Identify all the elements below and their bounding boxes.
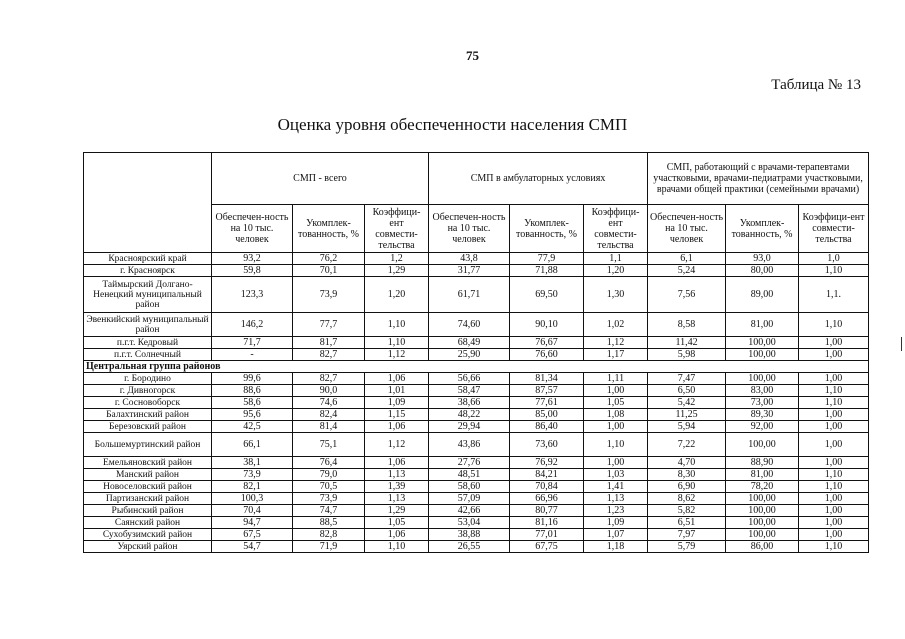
- row-name: Уярский район: [84, 541, 212, 553]
- value-cell: 93,0: [726, 253, 799, 265]
- value-cell: 67,75: [510, 541, 584, 553]
- value-cell: 1,12: [584, 337, 648, 349]
- value-cell: 1,20: [584, 265, 648, 277]
- value-cell: 100,00: [726, 373, 799, 385]
- table-row: [84, 505, 869, 517]
- value-cell: 31,77: [429, 265, 510, 277]
- row-name: Балахтинский район: [84, 409, 212, 421]
- value-cell: 88,90: [726, 457, 799, 469]
- value-cell: 4,70: [648, 457, 726, 469]
- table-title: Оценка уровня обеспеченности населения СМП: [277, 115, 628, 134]
- row-name: Рыбинский район: [84, 505, 212, 517]
- value-cell: 95,6: [212, 409, 293, 421]
- value-cell: 1,01: [365, 385, 429, 397]
- value-cell: 100,00: [726, 517, 799, 529]
- value-cell: 88,5: [293, 517, 365, 529]
- value-cell: 81,00: [726, 469, 799, 481]
- subheader-cell: Укомплек-тованность, %: [293, 205, 365, 253]
- row-name: Большемуртинский район: [84, 433, 212, 457]
- value-cell: 73,00: [726, 397, 799, 409]
- value-cell: 5,42: [648, 397, 726, 409]
- value-cell: 89,30: [726, 409, 799, 421]
- subheader-cell: Обеспечен-ность на 10 тыс. человек: [648, 205, 726, 253]
- value-cell: 38,1: [212, 457, 293, 469]
- value-cell: 73,9: [212, 469, 293, 481]
- value-cell: 1,20: [365, 277, 429, 313]
- value-cell: 78,20: [726, 481, 799, 493]
- value-cell: 1,10: [365, 541, 429, 553]
- value-cell: 1,0: [799, 253, 869, 265]
- value-cell: 79,0: [293, 469, 365, 481]
- value-cell: 1,00: [799, 337, 869, 349]
- value-cell: 58,47: [429, 385, 510, 397]
- value-cell: 6,90: [648, 481, 726, 493]
- value-cell: 1,02: [584, 313, 648, 337]
- value-cell: 7,97: [648, 529, 726, 541]
- value-cell: 73,9: [293, 493, 365, 505]
- value-cell: 11,25: [648, 409, 726, 421]
- value-cell: 1,05: [584, 397, 648, 409]
- value-cell: 81,16: [510, 517, 584, 529]
- value-cell: 6,50: [648, 385, 726, 397]
- table-row: [84, 253, 869, 265]
- value-cell: 1,10: [799, 265, 869, 277]
- value-cell: 1,10: [365, 337, 429, 349]
- value-cell: 100,00: [726, 529, 799, 541]
- table-row: [84, 277, 869, 313]
- value-cell: 1,00: [584, 457, 648, 469]
- value-cell: 1,2: [365, 253, 429, 265]
- subheader-cell: Укомплек-тованность, %: [510, 205, 584, 253]
- value-cell: 67,5: [212, 529, 293, 541]
- value-cell: 90,10: [510, 313, 584, 337]
- value-cell: 8,58: [648, 313, 726, 337]
- table-row: [84, 265, 869, 277]
- value-cell: 1,12: [365, 349, 429, 361]
- value-cell: 6,1: [648, 253, 726, 265]
- value-cell: 1,00: [799, 421, 869, 433]
- subheader-cell: Обеспечен-ность на 10 тыс. человек: [429, 205, 510, 253]
- value-cell: 7,56: [648, 277, 726, 313]
- subheader-cell: Обеспечен-ность на 10 тыс. человек: [212, 205, 293, 253]
- group-header-total: СМП - всего: [212, 153, 429, 205]
- table-row: [84, 469, 869, 481]
- row-name: Красноярский край: [84, 253, 212, 265]
- value-cell: 76,2: [293, 253, 365, 265]
- value-cell: 82,8: [293, 529, 365, 541]
- value-cell: 1,06: [365, 457, 429, 469]
- value-cell: 1,00: [799, 409, 869, 421]
- value-cell: 59,8: [212, 265, 293, 277]
- value-cell: 100,3: [212, 493, 293, 505]
- value-cell: 70,84: [510, 481, 584, 493]
- table-row: [84, 493, 869, 505]
- table-row: [84, 349, 869, 361]
- value-cell: 1,12: [365, 433, 429, 457]
- value-cell: 1,06: [365, 529, 429, 541]
- value-cell: 1,10: [799, 313, 869, 337]
- value-cell: 1,09: [584, 517, 648, 529]
- value-cell: 42,5: [212, 421, 293, 433]
- value-cell: 70,1: [293, 265, 365, 277]
- value-cell: 71,7: [212, 337, 293, 349]
- row-name: Сухобузимский район: [84, 529, 212, 541]
- value-cell: 53,04: [429, 517, 510, 529]
- value-cell: 5,94: [648, 421, 726, 433]
- row-name: Березовский район: [84, 421, 212, 433]
- table-body: [84, 253, 869, 553]
- value-cell: 6,51: [648, 517, 726, 529]
- value-cell: 1,10: [799, 541, 869, 553]
- table-row: [84, 529, 869, 541]
- value-cell: 100,00: [726, 505, 799, 517]
- value-cell: 76,4: [293, 457, 365, 469]
- value-cell: 68,49: [429, 337, 510, 349]
- value-cell: 61,71: [429, 277, 510, 313]
- value-cell: 27,76: [429, 457, 510, 469]
- value-cell: 1,00: [799, 529, 869, 541]
- section-row: [84, 361, 869, 373]
- group-header-outpatient: СМП в амбулаторных условиях: [429, 153, 648, 205]
- value-cell: 100,00: [726, 337, 799, 349]
- value-cell: 84,21: [510, 469, 584, 481]
- value-cell: 42,66: [429, 505, 510, 517]
- row-name: Партизанский район: [84, 493, 212, 505]
- value-cell: 71,9: [293, 541, 365, 553]
- value-cell: 70,5: [293, 481, 365, 493]
- section-label: Центральная группа районов: [84, 361, 869, 373]
- value-cell: 26,55: [429, 541, 510, 553]
- row-name: Новоселовский район: [84, 481, 212, 493]
- value-cell: 93,2: [212, 253, 293, 265]
- value-cell: 71,88: [510, 265, 584, 277]
- value-cell: 82,4: [293, 409, 365, 421]
- table-row: [84, 433, 869, 457]
- value-cell: 1,1: [584, 253, 648, 265]
- value-cell: 1,10: [799, 469, 869, 481]
- table-row: [84, 481, 869, 493]
- value-cell: -: [212, 349, 293, 361]
- value-cell: 81,34: [510, 373, 584, 385]
- data-table: [83, 152, 869, 553]
- value-cell: 8,30: [648, 469, 726, 481]
- page-number: 75: [466, 48, 479, 63]
- value-cell: 25,90: [429, 349, 510, 361]
- value-cell: 89,00: [726, 277, 799, 313]
- group-header-with-physicians: СМП, работающий с врачами-терапевтами участковыми, врачами-педиатрами участковыми, врачами общей практики (семейными врачами): [648, 153, 869, 205]
- value-cell: 1,00: [584, 421, 648, 433]
- value-cell: 73,60: [510, 433, 584, 457]
- value-cell: 77,61: [510, 397, 584, 409]
- value-cell: 57,09: [429, 493, 510, 505]
- value-cell: 5,82: [648, 505, 726, 517]
- value-cell: 1,39: [365, 481, 429, 493]
- value-cell: 100,00: [726, 349, 799, 361]
- value-cell: 5,24: [648, 265, 726, 277]
- value-cell: 1,00: [799, 433, 869, 457]
- header-name-column: [84, 153, 212, 253]
- value-cell: 90,0: [293, 385, 365, 397]
- value-cell: 77,01: [510, 529, 584, 541]
- row-name: Саянский район: [84, 517, 212, 529]
- value-cell: 1,10: [799, 397, 869, 409]
- margin-mark: [901, 337, 902, 351]
- value-cell: 82,7: [293, 349, 365, 361]
- table-row: [84, 373, 869, 385]
- subheader-cell: Коэффици-ент совмести-тельства: [799, 205, 869, 253]
- value-cell: 8,62: [648, 493, 726, 505]
- value-cell: 48,51: [429, 469, 510, 481]
- value-cell: 1,00: [799, 505, 869, 517]
- value-cell: 1,29: [365, 265, 429, 277]
- value-cell: 1,13: [365, 469, 429, 481]
- subheader-cell: Укомплек-тованность, %: [726, 205, 799, 253]
- value-cell: 88,6: [212, 385, 293, 397]
- table-row: [84, 541, 869, 553]
- value-cell: 58,6: [212, 397, 293, 409]
- value-cell: 7,47: [648, 373, 726, 385]
- value-cell: 99,6: [212, 373, 293, 385]
- value-cell: 146,2: [212, 313, 293, 337]
- subheader-cell: Коэффици-ент совмести-тельства: [584, 205, 648, 253]
- table-row: [84, 421, 869, 433]
- value-cell: 82,7: [293, 373, 365, 385]
- value-cell: 76,60: [510, 349, 584, 361]
- value-cell: 81,7: [293, 337, 365, 349]
- value-cell: 1,06: [365, 421, 429, 433]
- row-name: п.г.т. Кедровый: [84, 337, 212, 349]
- value-cell: 66,1: [212, 433, 293, 457]
- value-cell: 74,60: [429, 313, 510, 337]
- table-row: [84, 385, 869, 397]
- value-cell: 123,3: [212, 277, 293, 313]
- table-row: [84, 409, 869, 421]
- value-cell: 1,10: [365, 313, 429, 337]
- value-cell: 100,00: [726, 493, 799, 505]
- value-cell: 1,41: [584, 481, 648, 493]
- value-cell: 1,00: [584, 385, 648, 397]
- value-cell: 85,00: [510, 409, 584, 421]
- value-cell: 38,88: [429, 529, 510, 541]
- value-cell: 11,42: [648, 337, 726, 349]
- table-header: [84, 153, 869, 253]
- value-cell: 70,4: [212, 505, 293, 517]
- value-cell: 5,98: [648, 349, 726, 361]
- value-cell: 86,40: [510, 421, 584, 433]
- value-cell: 1,05: [365, 517, 429, 529]
- value-cell: 1,00: [799, 493, 869, 505]
- value-cell: 48,22: [429, 409, 510, 421]
- value-cell: 1,10: [799, 385, 869, 397]
- value-cell: 81,00: [726, 313, 799, 337]
- table-row: [84, 313, 869, 337]
- table-row: [84, 517, 869, 529]
- value-cell: 1,07: [584, 529, 648, 541]
- value-cell: 80,77: [510, 505, 584, 517]
- value-cell: 1,15: [365, 409, 429, 421]
- row-name: Эвенкийский муниципальный район: [84, 313, 212, 337]
- value-cell: 92,00: [726, 421, 799, 433]
- value-cell: 1,10: [584, 433, 648, 457]
- value-cell: 1,03: [584, 469, 648, 481]
- table-label: Таблица № 13: [771, 77, 861, 93]
- row-name: п.г.т. Солнечный: [84, 349, 212, 361]
- value-cell: 74,7: [293, 505, 365, 517]
- value-cell: 76,67: [510, 337, 584, 349]
- value-cell: 86,00: [726, 541, 799, 553]
- value-cell: 1,18: [584, 541, 648, 553]
- row-name: г. Бородино: [84, 373, 212, 385]
- value-cell: 1,06: [365, 373, 429, 385]
- value-cell: 76,92: [510, 457, 584, 469]
- value-cell: 54,7: [212, 541, 293, 553]
- table-row: [84, 457, 869, 469]
- value-cell: 73,9: [293, 277, 365, 313]
- value-cell: 1,13: [365, 493, 429, 505]
- value-cell: 69,50: [510, 277, 584, 313]
- row-name: Таймырский Долгано-Ненецкий муниципальный район: [84, 277, 212, 313]
- row-name: Емельяновский район: [84, 457, 212, 469]
- value-cell: 1,1.: [799, 277, 869, 313]
- value-cell: 77,7: [293, 313, 365, 337]
- row-name: г. Дивногорск: [84, 385, 212, 397]
- row-name: г. Сосновоборск: [84, 397, 212, 409]
- value-cell: 74,6: [293, 397, 365, 409]
- value-cell: 1,23: [584, 505, 648, 517]
- table-row: [84, 397, 869, 409]
- value-cell: 83,00: [726, 385, 799, 397]
- value-cell: 58,60: [429, 481, 510, 493]
- value-cell: 1,17: [584, 349, 648, 361]
- value-cell: 1,30: [584, 277, 648, 313]
- row-name: г. Красноярск: [84, 265, 212, 277]
- value-cell: 43,86: [429, 433, 510, 457]
- value-cell: 100,00: [726, 433, 799, 457]
- value-cell: 43,8: [429, 253, 510, 265]
- value-cell: 77,9: [510, 253, 584, 265]
- value-cell: 66,96: [510, 493, 584, 505]
- value-cell: 94,7: [212, 517, 293, 529]
- value-cell: 1,13: [584, 493, 648, 505]
- value-cell: 1,11: [584, 373, 648, 385]
- value-cell: 29,94: [429, 421, 510, 433]
- value-cell: 1,10: [799, 481, 869, 493]
- table-row: [84, 337, 869, 349]
- value-cell: 82,1: [212, 481, 293, 493]
- value-cell: 80,00: [726, 265, 799, 277]
- value-cell: 1,00: [799, 457, 869, 469]
- value-cell: 5,79: [648, 541, 726, 553]
- value-cell: 56,66: [429, 373, 510, 385]
- subheader-cell: Коэффици-ент совмести-тельства: [365, 205, 429, 253]
- value-cell: 1,00: [799, 517, 869, 529]
- value-cell: 75,1: [293, 433, 365, 457]
- value-cell: 1,29: [365, 505, 429, 517]
- value-cell: 38,66: [429, 397, 510, 409]
- value-cell: 1,00: [799, 373, 869, 385]
- value-cell: 87,57: [510, 385, 584, 397]
- value-cell: 1,08: [584, 409, 648, 421]
- value-cell: 7,22: [648, 433, 726, 457]
- value-cell: 1,00: [799, 349, 869, 361]
- row-name: Манский район: [84, 469, 212, 481]
- value-cell: 81,4: [293, 421, 365, 433]
- value-cell: 1,09: [365, 397, 429, 409]
